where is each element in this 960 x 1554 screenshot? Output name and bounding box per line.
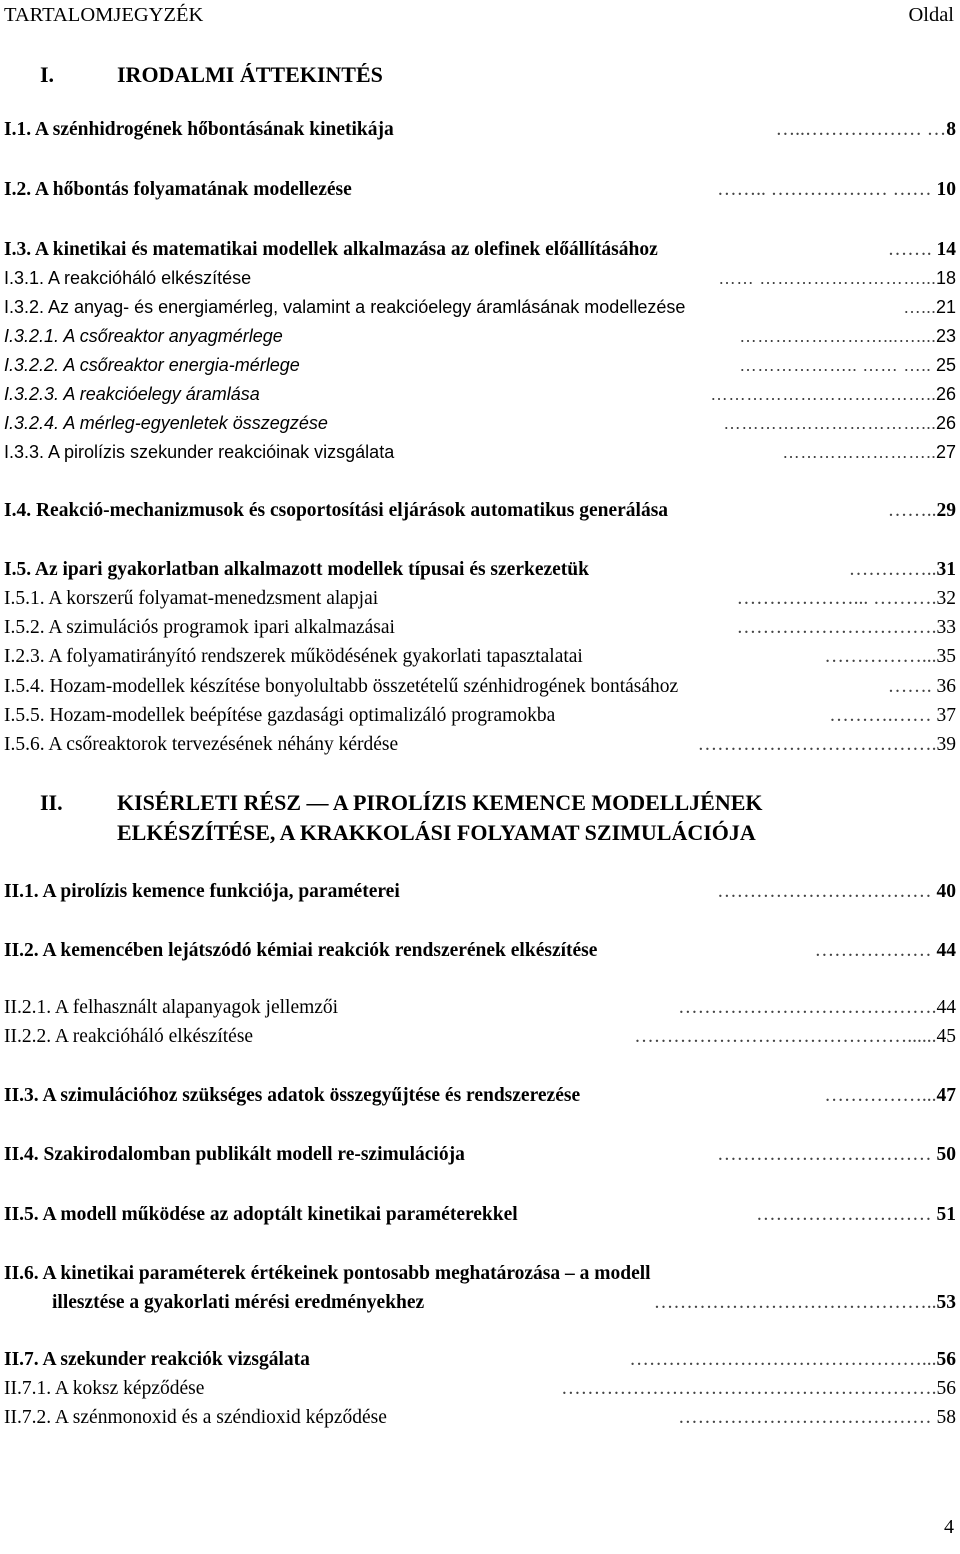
toc-entry-page: ……………………… 51 (756, 1204, 956, 1225)
toc-entry-page: ………………………………..26 (709, 384, 956, 404)
toc-entry-page: ………………………………………...56 (629, 1349, 956, 1370)
toc-entry[interactable] (4, 411, 956, 435)
toc-entry-title: II.6. A kinetikai paraméterek értékeinek pontosabb meghatározása – a modell (4, 1263, 651, 1284)
toc-entry-title: II.7.1. A koksz képződése (4, 1378, 205, 1399)
toc-entry-title: I.2. A hőbontás folyamatának modellezése (4, 179, 352, 200)
toc-entry-page: …….. ……………… …… 10 (717, 179, 956, 200)
toc-entry-title: I.4. Reakció-mechanizmusok és csoportosítási eljárások automatikus generálása (4, 500, 669, 521)
toc-entry-page: ……………………………………......45 (634, 1026, 956, 1047)
toc-entry-page: ……………………………………..53 (653, 1292, 956, 1313)
toc-entry-title: I.5.5. Hozam-modellek beépítése gazdasági optimalizáló programokba (4, 705, 556, 726)
toc-entry[interactable] (4, 939, 956, 963)
toc-entry-title: I.5.2. A szimulációs programok ipari alkalmazásai (4, 617, 395, 638)
toc-entry-page: …………………………… 50 (717, 1144, 956, 1165)
toc-entry[interactable] (4, 733, 956, 757)
toc-entry[interactable] (4, 558, 956, 582)
page-column-label: Oldal (908, 4, 954, 26)
part-number: II. (40, 790, 63, 815)
toc-entry[interactable] (4, 238, 956, 262)
toc-entry-title: I.3.2.4. A mérleg-egyenletek összegzése (4, 413, 328, 433)
toc-entry[interactable] (4, 645, 956, 669)
toc-entry-page: ……………...47 (824, 1085, 956, 1106)
toc-entry-page: ………………………….33 (736, 617, 956, 638)
toc-entry-title: II.2. A kemencében lejátszódó kémiai reakciók rendszerének elkészítése (4, 940, 598, 961)
toc-entry[interactable] (4, 440, 956, 464)
part-title: IRODALMI ÁTTEKINTÉS (117, 62, 383, 87)
toc-entry-page: ……………….. …… ….. 25 (738, 355, 956, 375)
toc-entry-title: I.5.4. Hozam-modellek készítése bonyolultabb összetételű szénhidrogének bontásához (4, 676, 679, 697)
toc-entry[interactable] (4, 675, 956, 699)
toc-entry-title: I.3.2.2. A csőreaktor energia-mérlege (4, 355, 300, 375)
toc-entry-title: I.3.2.3. A reakcióelegy áramlása (4, 384, 260, 404)
toc-entry-title: II.2.2. A reakcióháló elkészítése (4, 1026, 254, 1047)
toc-entry-title: I.3. A kinetikai és matematikai modellek alkalmazása az olefinek előállításához (4, 239, 658, 260)
toc-entry-page: ……………...35 (824, 646, 956, 667)
toc-entry[interactable] (4, 1203, 956, 1227)
toc-entry-page: ……………………………...26 (722, 413, 956, 433)
toc-entry-page: ………………………………………………….56 (561, 1378, 956, 1399)
toc-entry[interactable] (4, 1262, 956, 1286)
toc-entry-title: I.2.3. A folyamatirányító rendszerek működésének gyakorlati tapasztalatai (4, 646, 583, 667)
toc-entry-title: illesztése a gyakorlati mérési eredményekhez (52, 1292, 425, 1313)
toc-entry[interactable] (4, 178, 956, 202)
toc-entry[interactable] (4, 382, 956, 406)
toc-entry-page: ……..29 (887, 500, 956, 521)
toc-entry[interactable] (4, 1143, 956, 1167)
toc-entry-title: I.5.6. A csőreaktorok tervezésének néhány kérdése (4, 734, 399, 755)
toc-entry[interactable] (4, 704, 956, 728)
toc-entry[interactable] (4, 616, 956, 640)
toc-entry-title: II.3. A szimulációhoz szükséges adatok összegyűjtése és rendszerezése (4, 1085, 581, 1106)
toc-entry[interactable] (4, 324, 956, 348)
toc-entry-page: ………………………………… 58 (678, 1407, 956, 1428)
toc-entry-title: I.3.1. A reakcióháló elkészítése (4, 268, 252, 288)
toc-entry-title: II.7. A szekunder reakciók vizsgálata (4, 1349, 310, 1370)
toc-entry[interactable] (4, 1084, 956, 1108)
toc-entry-page: …..……………… …8 (772, 118, 956, 142)
toc-entry-title: II.1. A pirolízis kemence funkciója, paraméterei (4, 881, 400, 902)
toc-entry[interactable] (4, 880, 956, 904)
toc-entry[interactable] (4, 587, 956, 611)
toc-entry[interactable] (4, 1406, 956, 1430)
toc-entry[interactable] (4, 1377, 956, 1401)
toc-entry-title: II.2.1. A felhasznált alapanyagok jellemzői (4, 997, 339, 1018)
toc-entry-title: I.1. A szénhidrogének hőbontásának kinetikája (4, 119, 394, 140)
toc-heading: TARTALOMJEGYZÉK (4, 4, 204, 26)
toc-entry-title: I.5. Az ipari gyakorlatban alkalmazott modellek típusai és szerkezetük (4, 559, 589, 580)
toc-entry-page: …………………………… 40 (717, 881, 956, 902)
toc-entry-title: I.3.2.1. A csőreaktor anyagmérlege (4, 326, 283, 346)
toc-entry-title: II.5. A modell működése az adoptált kinetikai paraméterekkel (4, 1204, 518, 1225)
toc-entry-page: ……. 14 (887, 239, 956, 260)
toc-entry-continuation[interactable] (52, 1291, 956, 1315)
toc-entry-page: …………..31 (848, 559, 956, 580)
toc-entry-page: …… ………………………...18 (717, 268, 956, 288)
toc-entry-title: I.5.1. A korszerű folyamat-menedzsment alapjai (4, 588, 379, 609)
toc-entry-page: ……………… 44 (814, 940, 956, 961)
toc-entry-page: ………………………………….44 (678, 997, 956, 1018)
toc-entry-page: ……………………...…....23 (738, 326, 956, 346)
toc-entry-page: ……. 36 (887, 676, 956, 697)
toc-entry-page: ………………... ……….32 (736, 588, 956, 609)
toc-entry-title: I.3.3. A pirolízis szekunder reakcióinak vizsgálata (4, 442, 395, 462)
toc-entry-page: …...21 (902, 297, 956, 317)
toc-entry[interactable] (4, 1348, 956, 1372)
toc-entry[interactable] (4, 118, 956, 142)
toc-entry[interactable] (4, 295, 956, 319)
toc-entry[interactable] (4, 1025, 956, 1049)
toc-entry-page: ……………………..27 (781, 442, 956, 462)
toc-entry-title: II.4. Szakirodalomban publikált modell re-szimulációja (4, 1144, 465, 1165)
page-number: 4 (944, 1516, 954, 1538)
part-number: I. (40, 62, 55, 87)
part-title-line-2: ELKÉSZÍTÉSE, A KRAKKOLÁSI FOLYAMAT SZIMULÁCIÓJA (117, 820, 756, 845)
toc-entry-page: ……….…… 37 (829, 705, 956, 726)
toc-entry-page: ……………………………….39 (697, 734, 956, 755)
part-title-line-1: KISÉRLETI RÉSZ — A PIROLÍZIS KEMENCE MODELLJÉNEK (117, 790, 763, 815)
toc-entry[interactable] (4, 996, 956, 1020)
toc-entry[interactable] (4, 499, 956, 523)
toc-entry[interactable] (4, 353, 956, 377)
toc-entry[interactable] (4, 266, 956, 290)
toc-entry-title: I.3.2. Az anyag- és energiamérleg, valamint a reakcióelegy áramlásának modellezése (4, 297, 686, 317)
toc-entry-title: II.7.2. A szénmonoxid és a széndioxid képződése (4, 1407, 387, 1428)
